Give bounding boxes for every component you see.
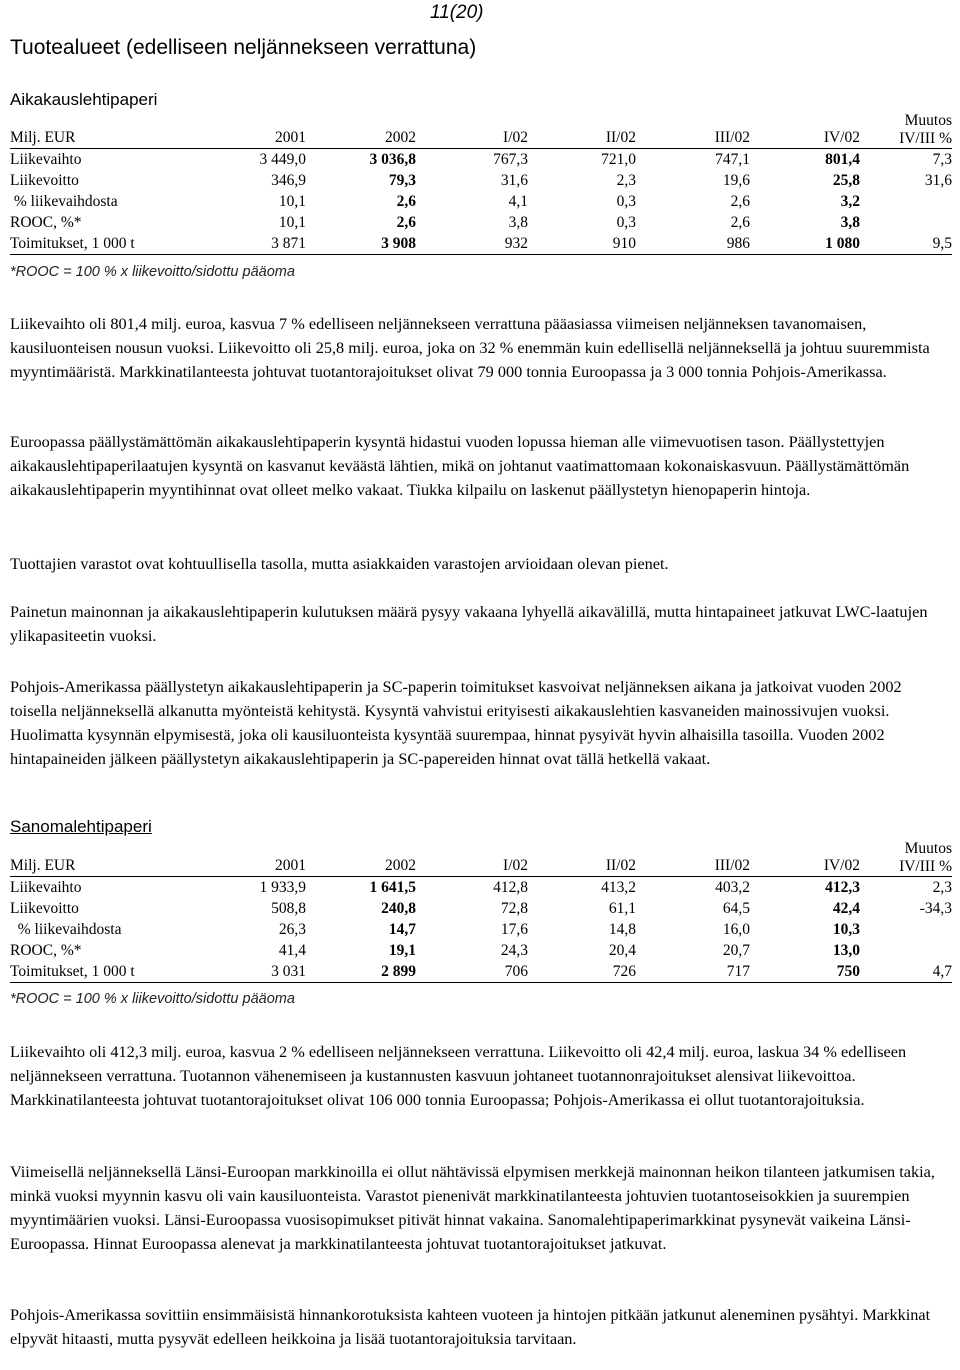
- table-cell: 346,9: [271, 172, 306, 189]
- table-cell: 25,8: [832, 172, 860, 189]
- table-cell: 31,6: [924, 172, 952, 189]
- section-title-magazine-paper: Aikakauslehtipaperi: [10, 90, 158, 109]
- paragraph: Liikevaihto oli 801,4 milj. euroa, kasvua 7 % edelliseen neljännekseen verrattuna pääasiassa viimeisen neljänneksen tavanomaisen, kausiluonteisen nousun vuoksi. Liikevoitto oli 25,8 milj. euroa, joka on 32 % enemmän kuin edellisellä neljänneksellä ja johtuu suuremmista myyntimääristä. Markkinatilanteesta johtuvat tuotantorajoitukset olivat 79 000 tonnia Euroopassa ja 3 000 tonnia Pohjois-Amerikassa.: [10, 314, 930, 381]
- table-cell: Liikevaihto: [10, 879, 82, 896]
- table-cell: Liikevaihto: [10, 151, 82, 168]
- header-q4: IV/02: [823, 857, 860, 874]
- header-q1: I/02: [503, 129, 528, 146]
- table-row: [10, 919, 952, 940]
- table-row: [10, 898, 952, 919]
- table-cell: 26,3: [278, 921, 306, 938]
- table-cell: 19,6: [722, 172, 750, 189]
- table-cell: 412,3: [825, 879, 860, 896]
- table-cell: 16,0: [722, 921, 750, 938]
- paragraph: Liikevaihto oli 412,3 milj. euroa, kasvua 2 % edelliseen neljännekseen verrattuna. Liikevoitto oli 42,4 milj. euroa, laskua 34 % edelliseen neljännekseen verrattuna. Tuotannon vähenemiseen ja kustannusten kasvuun johtaneet tuotannonrajoitukset alensivat liikevoittoa. Markkinatilanteesta johtuvat tuotantorajoitukset olivat 106 000 tonnia Euroopassa; Pohjois-Amerikassa ei ollut tuotantorajoituksia.: [10, 1042, 907, 1109]
- page-title: Tuotealueet (edelliseen neljännekseen verrattuna): [10, 36, 477, 59]
- table-cell: 747,1: [715, 151, 750, 168]
- table-cell: 79,3: [388, 172, 416, 189]
- table-cell: ROOC, %*: [10, 942, 82, 959]
- table-cell: 3 031: [271, 963, 306, 980]
- section-title-newsprint: Sanomalehtipaperi: [10, 817, 152, 836]
- paragraph: Painetun mainonnan ja aikakauslehtipaperin kulutuksen määrä pysyy vakaana lyhyellä aikavälillä, mutta hintapaineet jatkuvat LWC-laatujen ylikapasiteetin vuoksi.: [10, 602, 928, 645]
- table-row: [10, 877, 952, 899]
- table-cell: 2,6: [730, 193, 750, 210]
- table-row: [10, 170, 952, 191]
- table-cell: Toimitukset, 1 000 t: [10, 235, 135, 252]
- table-cell: 2,6: [396, 214, 416, 231]
- table-cell: % liikevaihdosta: [10, 193, 118, 210]
- table-cell: 2,3: [932, 879, 952, 896]
- table-cell: ROOC, %*: [10, 214, 82, 231]
- table-footnote: *ROOC = 100 % x liikevoitto/sidottu pääoma: [10, 264, 295, 280]
- table-cell: 20,7: [722, 942, 750, 959]
- paragraph: Tuottajien varastot ovat kohtuullisella tasolla, mutta asiakkaiden varastojen arvioidaan olevan pienet.: [10, 554, 669, 573]
- table-cell: [860, 919, 952, 940]
- table-cell: 1 641,5: [369, 879, 416, 896]
- header-q2: II/02: [605, 129, 636, 146]
- table-cell: [860, 940, 952, 961]
- magazine-paper-table: [10, 112, 952, 255]
- table-cell: 2,6: [396, 193, 416, 210]
- header-change: [860, 840, 952, 877]
- header-2002: 2002: [385, 857, 416, 874]
- table-cell: 17,6: [500, 921, 528, 938]
- header-label: Muutos: [904, 112, 952, 129]
- table-cell: 2,6: [730, 214, 750, 231]
- table-cell: 2 899: [381, 963, 416, 980]
- table-cell: 14,8: [608, 921, 636, 938]
- table-cell: 41,4: [278, 942, 306, 959]
- table-row: [10, 149, 952, 171]
- table-cell: 3,2: [840, 193, 860, 210]
- table-cell: 72,8: [500, 900, 528, 917]
- table-cell: 0,3: [616, 214, 636, 231]
- table-cell: 706: [504, 963, 528, 980]
- table-row: [10, 961, 952, 983]
- header-unit: Milj. EUR: [10, 129, 76, 146]
- table-cell: 726: [612, 963, 636, 980]
- header-q4: IV/02: [823, 129, 860, 146]
- table-cell: 910: [612, 235, 636, 252]
- table-cell: 3,8: [508, 214, 528, 231]
- table-header-row: [10, 112, 952, 149]
- newsprint-table: [10, 840, 952, 983]
- table-cell: 801,4: [825, 151, 860, 168]
- table-cell: 932: [504, 235, 528, 252]
- table-cell: 4,7: [932, 963, 952, 980]
- table-cell: 2,3: [616, 172, 636, 189]
- table-cell: 19,1: [388, 942, 416, 959]
- table-cell: 31,6: [500, 172, 528, 189]
- header-unit: Milj. EUR: [10, 857, 76, 874]
- header-q1: I/02: [503, 857, 528, 874]
- table-cell: 508,8: [271, 900, 306, 917]
- table-cell: 412,8: [493, 879, 528, 896]
- header-2001: 2001: [275, 129, 306, 146]
- table-cell: 3 036,8: [369, 151, 416, 168]
- table-cell: 4,1: [508, 193, 528, 210]
- paragraph: Pohjois-Amerikassa päällystetyn aikakauslehtipaperin ja SC-paperin toimitukset kasvoivat neljänneksen aikana ja jatkoivat vuoden 2002 toisella neljänneksellä alkanutta myönteistä kehitystä. Kysyntä vahvistui erityisesti aikakauslehtien kasvaneiden mainossivujen vuoksi. Huolimatta kysynnän elpymisestä, joka oli kausiluonteista kysyntää suurempaa, hinnat pysyivät hyvin alhaisilla tasoilla. Vuoden 2002 hintapaineiden jälkeen päällystetyn aikakauslehtipaperin ja SC-papereiden hinnat ovat tällä hetkellä vakaat.: [10, 677, 902, 768]
- table-cell: 3 871: [271, 235, 306, 252]
- table-cell: 10,1: [278, 214, 306, 231]
- page-number: 11(20): [430, 2, 484, 23]
- table-cell: Liikevoitto: [10, 900, 79, 917]
- table-cell: 24,3: [500, 942, 528, 959]
- header-label: IV/III %: [899, 858, 952, 875]
- table-cell: 10,1: [278, 193, 306, 210]
- table-cell: 0,3: [616, 193, 636, 210]
- table-cell: 3 449,0: [259, 151, 306, 168]
- table-cell: 20,4: [608, 942, 636, 959]
- table-row: [10, 940, 952, 961]
- table-cell: 3 908: [381, 235, 416, 252]
- table-cell: 1 080: [825, 235, 860, 252]
- paragraph: Viimeisellä neljänneksellä Länsi-Euroopan markkinoilla ei ollut nähtävissä elpymisen merkkejä mainonnan heikon tilanteen jatkumisen takia, minkä vuoksi myynnin kasvu oli vain kausiluonteista. Varastot pienenivät markkinatilanteesta johtuvien tuotantoseisokkien ja suurempien myyntimäärien vuoksi. Länsi-Euroopassa vuosisopimukset pitivät hinnat vakaina. Sanomalehtipaperimarkkinat pysynevät vaikeina Länsi-Euroopassa. Hinnat Euroopassa alenevat ja markkinatilanteesta johtuvat tuotantorajoitukset jatkuvat.: [10, 1162, 935, 1253]
- table-cell: 42,4: [832, 900, 860, 917]
- table-cell: 750: [836, 963, 860, 980]
- table-cell: [860, 212, 952, 233]
- header-q2: II/02: [605, 857, 636, 874]
- table-cell: 61,1: [608, 900, 636, 917]
- table-cell: Liikevoitto: [10, 172, 79, 189]
- table-cell: 14,7: [388, 921, 416, 938]
- header-q3: III/02: [714, 129, 750, 146]
- table-row: [10, 212, 952, 233]
- table-cell: Toimitukset, 1 000 t: [10, 963, 135, 980]
- table-cell: 1 933,9: [259, 879, 306, 896]
- table-cell: 767,3: [493, 151, 528, 168]
- table-cell: 9,5: [932, 235, 952, 252]
- table-cell: 64,5: [722, 900, 750, 917]
- table-header-row: [10, 840, 952, 877]
- table-cell: [860, 191, 952, 212]
- table-cell: -34,3: [919, 900, 952, 917]
- table-cell: 403,2: [715, 879, 750, 896]
- table-cell: 7,3: [932, 151, 952, 168]
- header-change: [860, 112, 952, 149]
- paragraph: Euroopassa päällystämättömän aikakauslehtipaperin kysyntä hidastui vuoden lopussa hieman alle viimevuotisen tason. Päällystettyjen aikakauslehtipaperilaatujen kysyntä on kasvanut keväästä lähtien, mikä on johtanut vaatimattomaan kokonaiskasvuun. Päällystämättömän aikakauslehtipaperin myyntihinnat ovat olleet melko vakaat. Tiukka kilpailu on laskenut päällystetyn hienopaperin hintoja.: [10, 432, 910, 499]
- header-2001: 2001: [275, 857, 306, 874]
- header-label: IV/III %: [899, 130, 952, 147]
- table-cell: 413,2: [601, 879, 636, 896]
- table-row: [10, 191, 952, 212]
- table-cell: 13,0: [832, 942, 860, 959]
- table-cell: % liikevaihdosta: [10, 921, 122, 938]
- table-footnote: *ROOC = 100 % x liikevoitto/sidottu pääoma: [10, 991, 295, 1007]
- table-cell: 717: [726, 963, 750, 980]
- table-cell: 240,8: [381, 900, 416, 917]
- table-cell: 986: [726, 235, 750, 252]
- header-label: Muutos: [904, 840, 952, 857]
- table-cell: 10,3: [832, 921, 860, 938]
- header-q3: III/02: [714, 857, 750, 874]
- table-cell: 721,0: [601, 151, 636, 168]
- table-cell: 3,8: [840, 214, 860, 231]
- header-2002: 2002: [385, 129, 416, 146]
- paragraph: Pohjois-Amerikassa sovittiin ensimmäisistä hinnankorotuksista kahteen vuoteen ja hintojen pitkään jatkunut aleneminen pysähtyi. Markkinat elpyvät hitaasti, mutta pysyvät edelleen heikkoina ja lisää tuotantorajoituksia tarvitaan.: [10, 1305, 931, 1348]
- table-row: [10, 233, 952, 255]
